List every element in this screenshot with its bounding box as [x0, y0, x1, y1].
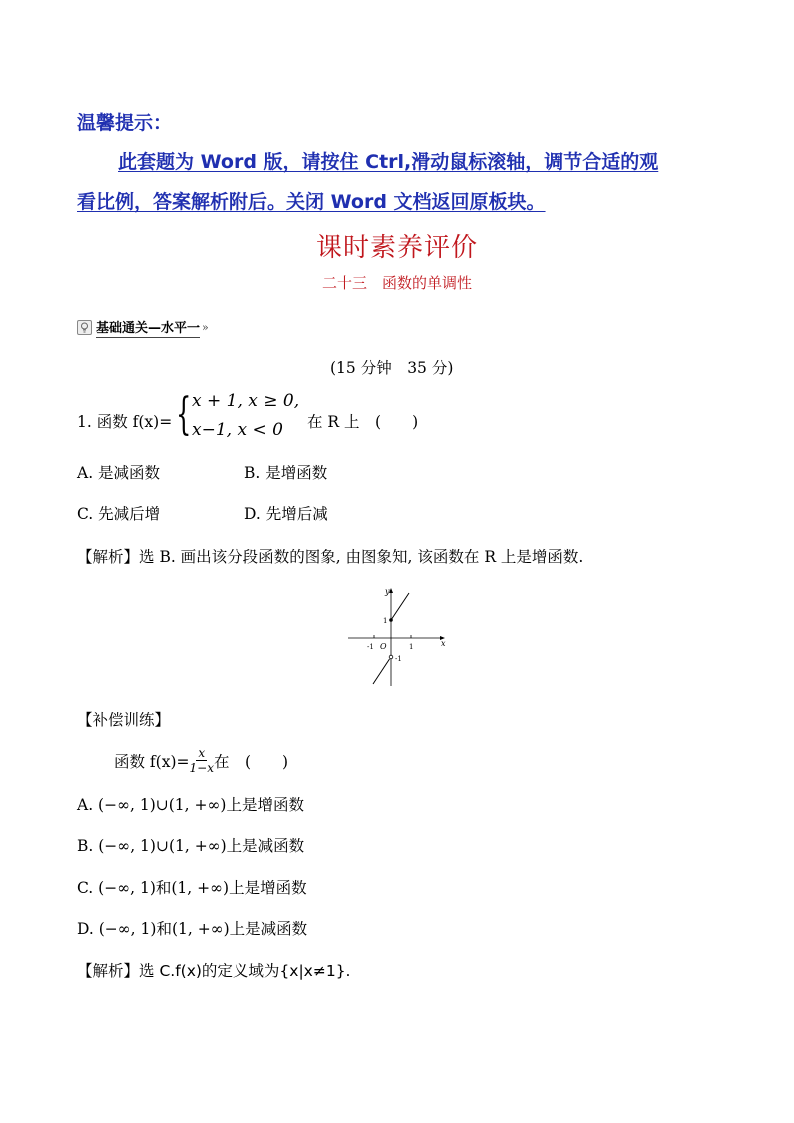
- tip-line-1: 此套题为 Word 版，请按住 Ctrl,滑动鼠标滚轴，调节合适的观: [118, 151, 659, 173]
- graph-label-origin: O: [380, 642, 387, 651]
- supplement-option-c: C. (−∞, 1)和(1, +∞)上是增函数: [77, 879, 307, 897]
- bulb-icon: [77, 320, 92, 335]
- graph-label-x-neg: -1: [367, 643, 374, 651]
- q1-analysis-label: 【解析】: [77, 548, 140, 566]
- supplement-analysis-label: 【解析】: [77, 962, 140, 980]
- graph-label-y-neg: -1: [395, 655, 402, 663]
- q1-option-a: A. 是减函数: [77, 464, 161, 482]
- piecewise-graph: [345, 584, 450, 689]
- graph-branch-left: [373, 659, 390, 684]
- supplement-fraction: [190, 746, 214, 775]
- tip-line-2: 看比例，答案解析附后。关闭 Word 文档返回原板块。: [77, 191, 546, 213]
- supplement-analysis-text: 选 C.f(x)的定义域为{x|x≠1}.: [139, 962, 351, 980]
- section-label: 基础通关—水平一: [96, 317, 200, 338]
- graph-label-x: x: [441, 639, 446, 648]
- graph-label-y-pos: 1: [383, 617, 388, 625]
- page-title: 课时素养评价: [315, 233, 478, 263]
- supplement-stem-prefix: 函数 f(x)=: [114, 752, 190, 771]
- time-note: (15 分钟 35 分): [330, 359, 454, 377]
- q1-case-1: x + 1, x ≥ 0,: [192, 391, 300, 411]
- q1-option-d: D. 先增后减: [244, 505, 328, 523]
- q1-case-2: x−1, x < 0: [192, 420, 283, 440]
- supplement-stem-suffix: 在 ( ): [213, 752, 289, 771]
- supplement-label: 【补偿训练】: [77, 711, 171, 729]
- supplement-option-b: B. (−∞, 1)∪(1, +∞)上是减函数: [77, 837, 305, 855]
- graph-label-y: y: [385, 587, 390, 596]
- q1-option-b: B. 是增函数: [244, 464, 328, 482]
- q1-analysis-text: 选 B. 画出该分段函数的图象, 由图象知, 该函数在 R 上是增函数.: [139, 548, 584, 566]
- page-subtitle: 二十三 函数的单调性: [321, 274, 472, 292]
- supplement-stem: [114, 746, 288, 775]
- supplement-option-d: D. (−∞, 1)和(1, +∞)上是减函数: [77, 920, 308, 938]
- q1-suffix: 在 R 上 ( ): [307, 413, 419, 431]
- q1-prefix: 1. 函数 f(x)=: [77, 413, 173, 431]
- supplement-analysis: [77, 959, 350, 981]
- fraction-denominator: 1−x: [189, 761, 214, 775]
- fraction-numerator: x: [198, 746, 206, 760]
- q1-option-c: C. 先减后增: [77, 505, 161, 523]
- supplement-option-a: A. (−∞, 1)∪(1, +∞)上是增函数: [77, 796, 304, 814]
- graph-open-point: [389, 655, 393, 659]
- graph-branch-right: [391, 593, 409, 620]
- graph-y-arrow: [389, 588, 393, 593]
- q1-brace: {: [176, 389, 192, 440]
- section-suffix: »: [202, 321, 209, 334]
- q1-analysis: [77, 545, 583, 567]
- section-header: [77, 317, 209, 338]
- graph-label-x-pos: 1: [409, 643, 414, 651]
- tip-heading: 温馨提示：: [77, 112, 173, 134]
- graph-closed-point: [389, 618, 393, 622]
